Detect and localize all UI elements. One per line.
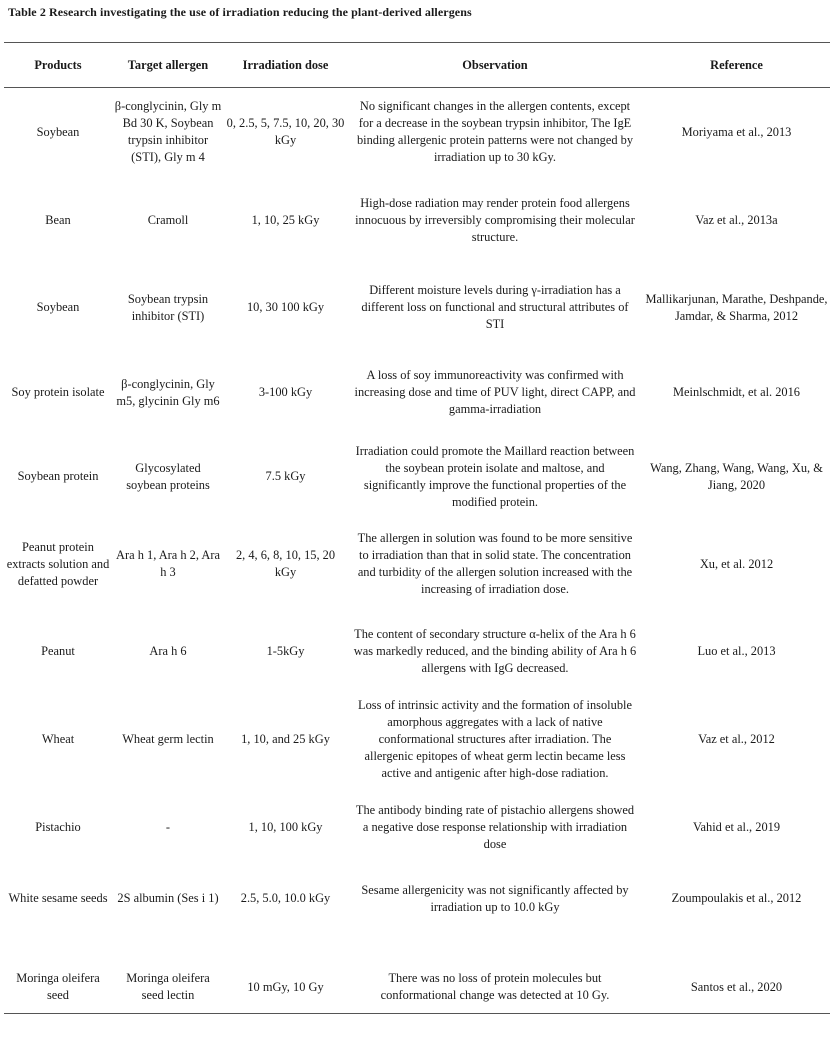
cell-reference: Xu, et al. 2012 (699, 556, 774, 571)
cell-irradiation-dose: 2.5, 5.0, 10.0 kGy (240, 891, 331, 905)
cell-reference: Moriyama et al., 2013 (681, 124, 792, 139)
cell-product: Wheat (41, 731, 75, 746)
cell-irradiation-dose: 7.5 kGy (265, 469, 306, 483)
cell-irradiation-dose: 0, 2.5, 5, 7.5, 10, 20, 30 kGy (226, 116, 345, 147)
cell-observation: Irradiation could promote the Maillard reaction between the soybean protein isolate and maltose, and significantly improve the functional properties of the modified protein. (355, 443, 635, 509)
table-row (4, 434, 830, 519)
cell-irradiation-dose: 1-5kGy (266, 644, 305, 658)
cell-irradiation-dose: 1, 10, and 25 kGy (241, 731, 330, 746)
cell-observation: Different moisture levels during γ-irradiation has a different loss on functional and structural attributes of STI (361, 283, 629, 331)
cell-reference: Wang, Zhang, Wang, Wang, Xu, & Jiang, 2020 (650, 460, 823, 492)
table-header-row (4, 43, 830, 87)
header-reference: Reference (710, 57, 763, 72)
cell-observation: Sesame allergenicity was not significantly affected by irradiation up to 10.0 kGy (361, 882, 629, 914)
table-row (4, 609, 830, 694)
cell-reference: Vaz et al., 2013a (695, 213, 778, 227)
cell-product: Bean (45, 213, 71, 227)
cell-product: Pistachio (35, 819, 81, 834)
header-observation: Observation (462, 57, 528, 72)
cell-product: Soybean (36, 124, 80, 139)
header-products: Products (34, 57, 82, 72)
cell-observation: The antibody binding rate of pistachio allergens showed a negative dose response relationship with irradiation dose (355, 802, 635, 851)
cell-reference: Meinlschmidt, et al. 2016 (673, 385, 800, 399)
cell-irradiation-dose: 10 mGy, 10 Gy (247, 979, 324, 994)
cell-product: Soybean protein (17, 469, 99, 483)
table-row (4, 264, 830, 351)
cell-product: Moringa oleifera seed (16, 971, 100, 1002)
header-irradiation-dose: Irradiation dose (242, 57, 329, 72)
cell-target-allergen: Ara h 1, Ara h 2, Ara h 3 (116, 548, 220, 579)
cell-irradiation-dose: 3-100 kGy (258, 385, 313, 399)
cell-target-allergen: Glycosylated soybean proteins (126, 460, 210, 492)
cell-target-allergen: Cramoll (147, 213, 189, 227)
cell-target-allergen: 2S albumin (Ses i 1) (117, 891, 219, 905)
cell-target-allergen: - (165, 819, 171, 834)
cell-observation: The allergen in solution was found to be more sensitive to irradiation than that in solid state. The concentration and turbidity of the allergen solution increased with the increasing of irradiation dose. (357, 531, 633, 596)
cell-product: White sesame seeds (8, 891, 108, 905)
cell-observation: A loss of soy immunoreactivity was confirmed with increasing dose and time of PUV light, direct CAPP, and gamma-irradiation (354, 368, 636, 416)
cell-reference: Vahid et al., 2019 (692, 819, 781, 834)
table-row (4, 351, 830, 434)
table-row (4, 927, 830, 1047)
table-row (4, 694, 830, 784)
cell-reference: Luo et al., 2013 (697, 644, 776, 658)
cell-product: Soy protein isolate (11, 385, 105, 399)
table-row (4, 87, 830, 177)
cell-observation: Loss of intrinsic activity and the formation of insoluble amorphous aggregates with a lack of native conformational structures after irradiation. The allergenic epitopes of wheat germ lectin became less active and antigenic after high-dose radiation. (358, 697, 632, 780)
cell-target-allergen: Wheat germ lectin (122, 731, 214, 746)
table-row (4, 784, 830, 870)
cell-irradiation-dose: 1, 10, 100 kGy (248, 819, 323, 834)
cell-observation: The content of secondary structure α-helix of the Ara h 6 was markedly reduced, and the binding ability of Ara h 6 allergens with IgG decreased. (353, 627, 637, 675)
table-row (4, 870, 830, 927)
table-caption: Table 2 Research investigating the use of irradiation reducing the plant-derived allergens (8, 5, 472, 19)
table-body (4, 87, 830, 1047)
cell-observation: High-dose radiation may render protein food allergens innocuous by irreversibly compromising their molecular structure. (355, 196, 635, 244)
cell-reference: Mallikarjunan, Marathe, Deshpande, Jamdar, & Sharma, 2012 (645, 291, 828, 323)
table-row (4, 519, 830, 609)
cell-target-allergen: Moringa oleifera seed lectin (126, 971, 210, 1002)
cell-irradiation-dose: 1, 10, 25 kGy (251, 213, 320, 227)
allergen-irradiation-table (4, 43, 830, 1047)
cell-target-allergen: β-conglycinin, Gly m5, glycinin Gly m6 (116, 376, 220, 408)
cell-irradiation-dose: 10, 30 100 kGy (246, 300, 325, 314)
cell-reference: Zoumpoulakis et al., 2012 (671, 891, 802, 905)
cell-target-allergen: β-conglycinin, Gly m Bd 30 K, Soybean trypsin inhibitor (STI), Gly m 4 (114, 99, 222, 164)
cell-observation: No significant changes in the allergen contents, except for a decrease in the soybean trypsin inhibitor, The IgE binding allergenic protein patterns were not changed by irradiation up to 30 kGy. (356, 99, 634, 164)
header-target-allergen: Target allergen (127, 57, 209, 72)
table-row (4, 177, 830, 264)
cell-target-allergen: Ara h 6 (149, 644, 187, 658)
cell-product: Soybean (36, 300, 80, 314)
cell-product: Peanut protein extracts solution and defatted powder (6, 539, 110, 588)
cell-irradiation-dose: 2, 4, 6, 8, 10, 15, 20 kGy (235, 548, 336, 579)
cell-reference: Vaz et al., 2012 (698, 731, 775, 746)
cell-product: Peanut (41, 644, 75, 658)
cell-observation: There was no loss of protein molecules but conformational change was detected at 10 Gy. (380, 971, 610, 1002)
cell-target-allergen: Soybean trypsin inhibitor (STI) (127, 291, 209, 323)
cell-reference: Santos et al., 2020 (690, 979, 783, 994)
